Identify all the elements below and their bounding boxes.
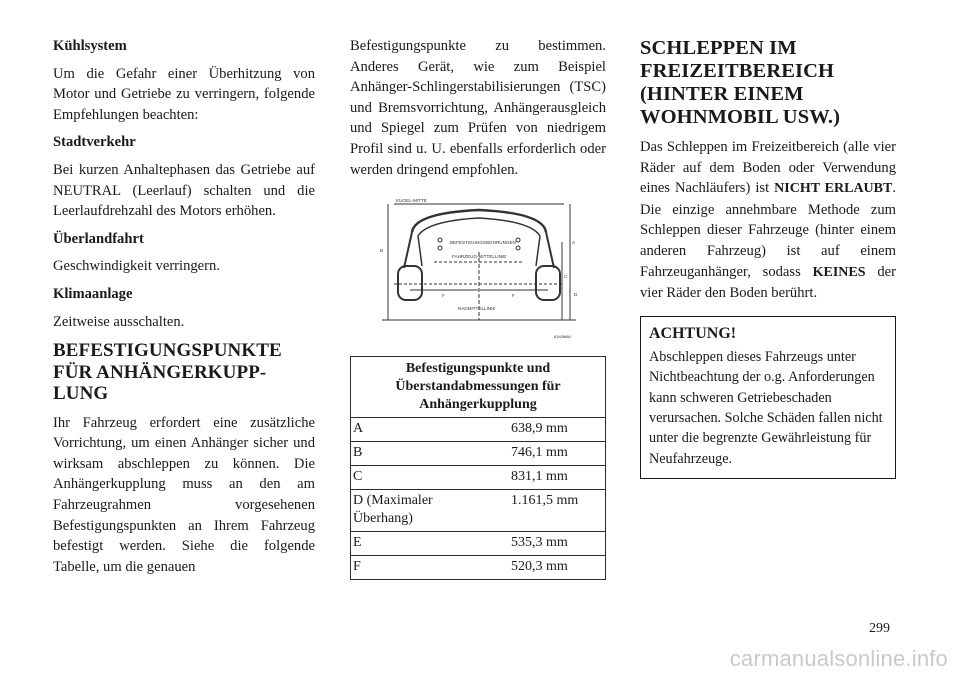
section-heading-schleppen: SCHLEPPEN IM FREIZEITBEREICH (HINTER EINEM WOHNMOBIL USW.) (640, 37, 841, 128)
label-f-right: F (512, 293, 515, 299)
page-number: 299 (869, 621, 890, 636)
paragraph-kuehlsystem: Um die Gefahr einer Überhitzung von Motor und Getriebe zu verringern, folgende Empfehlungen beachten: (53, 65, 315, 123)
label-fahrzeug-mittellinie: FAHRZEUG-MITTELLINIE (452, 254, 507, 260)
hitch-diagram-svg (374, 192, 584, 342)
table-cell-label: E (351, 532, 502, 556)
table-cell-value: 638,9 mm (501, 418, 606, 442)
warning-title: ACHTUNG! (649, 324, 737, 342)
table-row (351, 442, 606, 466)
text-schleppen-b: . Die einzige annehmbare Methode zum Schleppen dieser Fahrzeuge (hinter einem anderen Fahrzeug) ist auf einem Fahrzeuganhänger, sodass (640, 180, 896, 280)
label-f-left: F (442, 293, 445, 299)
paragraph-klimaanlage: Zeitweise ausschalten. (53, 313, 185, 330)
section-heading-befestigungspunkte: BEFESTIGUNGSPUNKTE FÜR ANHÄNGERKUPP-LUNG (53, 340, 282, 405)
label-befestigungsbohrungen: BEFESTIGUNGSBOHRUNGEN (450, 240, 516, 246)
keyword-nicht-erlaubt: NICHT ERLAUBT (774, 181, 893, 197)
column-left (53, 36, 315, 577)
table-cell-value: 746,1 mm (501, 442, 606, 466)
subheading-klimaanlage: Klimaanlage (53, 285, 133, 302)
keyword-keines: KEINES (812, 264, 866, 280)
figure-code: 81b2f686 (554, 334, 571, 340)
text-schleppen-c: der vier Räder den Boden berührt. (640, 263, 896, 302)
table-row (351, 466, 606, 490)
table-row (351, 532, 606, 556)
table-cell-value: 831,1 mm (501, 466, 606, 490)
paragraph-schleppen (640, 137, 896, 304)
label-b: B (380, 248, 384, 254)
table-cell-value: 1.161,5 mm (501, 490, 606, 532)
warning-box (640, 316, 896, 479)
table-cell-value: 520,3 mm (501, 556, 606, 580)
hitch-diagram (374, 192, 584, 342)
table-cell-value: 535,3 mm (501, 532, 606, 556)
paragraph-ueberlandfahrt: Geschwindigkeit verringern. (53, 258, 220, 275)
subheading-ueberlandfahrt: Überlandfahrt (53, 230, 144, 247)
paragraph-befestigung-cont: Befestigungspunkte zu bestimmen. Anderes Gerät, wie zum Beispiel Anhänger-Schlingerstabilisierungen (TSC) und Bremsvorrichtung, Anhängerausgleich und Spiegel zum Prüfen von niedrigem Profil sind u. U. ebenfalls erforderlich oder werden dringend empfohlen. (350, 38, 606, 178)
paragraph-stadtverkehr: Bei kurzen Anhaltephasen das Getriebe auf NEUTRAL (Leerlauf) schalten und die Leerlaufdrehzahl des Motors erhöhen. (53, 161, 315, 220)
table-row (351, 556, 606, 580)
table-cell-label: F (351, 556, 502, 580)
hitch-dimensions-table (350, 356, 606, 580)
table-row (351, 490, 606, 532)
watermark: carmanualsonline.info (729, 646, 948, 671)
subheading-kuehlsystem: Kühlsystem (53, 38, 127, 54)
table-cell-label: C (351, 466, 502, 490)
paragraph-befestigung: Ihr Fahrzeug erfordert eine zusätzliche Vorrichtung, um einen Anhänger sicher und wirksam abschleppen zu können. Die Anhängerkupplung muss an den am Fahrzeugrahmen vorgesehenen Befestigungspunkten an Ihrem Fahrzeug befestigt werden. Siehe die folgende Tabelle, um die genauen (53, 414, 315, 575)
label-d: D (574, 292, 578, 298)
table-cell-label: D (Maximaler Überhang) (351, 490, 502, 532)
label-a: A (572, 240, 576, 246)
label-kugel-mitte: KUGEL-MITTE (396, 198, 427, 204)
table-heading: Befestigungspunkte und Überstandabmessungen für Anhängerkupplung (351, 357, 606, 418)
table-cell-label: A (351, 418, 502, 442)
label-c: C (564, 274, 568, 280)
column-middle (350, 36, 606, 580)
warning-text: Abschleppen dieses Fahrzeugs unter Nichtbeachtung der o.g. Anforderungen kann schweren Getriebeschaden verursachen. Solche Schäden fallen nicht unter die begrenzte Gewährleistung für Neufahrzeuge. (649, 348, 883, 467)
table-cell-label: B (351, 442, 502, 466)
text-schleppen-a: Das Schleppen im Freizeitbereich (alle vier Räder auf dem Boden oder Verwendung eines Nachläufers) ist (640, 139, 896, 197)
table-row (351, 418, 606, 442)
label-radmittellinie: RADMITTELLINIE (458, 306, 496, 312)
column-right (640, 36, 896, 479)
subheading-stadtverkehr: Stadtverkehr (53, 134, 136, 151)
